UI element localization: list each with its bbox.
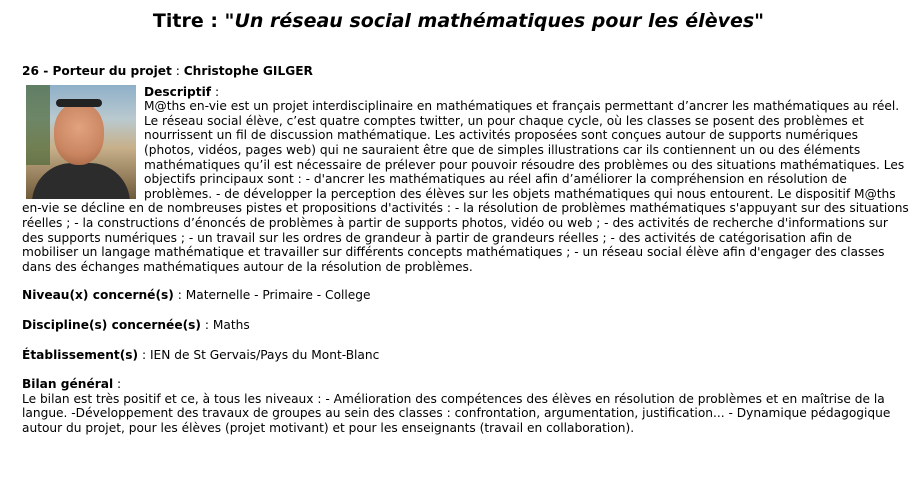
descriptif-sep: :: [211, 84, 220, 99]
bilan-block: [22, 377, 910, 435]
etablissement-label: Établissement(s): [22, 347, 139, 362]
descriptif-block: [22, 85, 910, 275]
project-number-label: 26 - Porteur du projet: [22, 64, 172, 78]
discipline-sep: :: [201, 317, 213, 332]
niveau-sep: :: [173, 288, 186, 303]
porteur-name: Christophe GILGER: [183, 64, 313, 78]
niveau-field: [22, 288, 910, 303]
title-text: Un réseau social mathématiques pour les élèves: [234, 10, 755, 32]
page-title: [0, 10, 917, 32]
niveau-value: Maternelle - Primaire - College: [185, 288, 371, 303]
porteur-sep: :: [171, 64, 184, 78]
project-card: [22, 64, 910, 435]
photo-sunglasses: [56, 99, 102, 107]
photo-face: [54, 103, 104, 165]
title-suffix: ": [754, 10, 765, 32]
etablissement-field: [22, 348, 910, 363]
niveau-label: Niveau(x) concerné(s): [22, 288, 174, 303]
descriptif-text: M@ths en-vie est un projet interdisciplinaire en mathématiques et français permettant d’ancrer les mathématiques au réel. Le réseau social élève, c’est quatre comptes twitter, un pour chaque cycle, où les classes se posent des problèmes et nourrissent un fil de discussion mathématique. Les activités proposées sont conçues autour de supports numériques (photos, vidéos, pages web) qui ne sauraient être que de simples illustrations car ils contiennent un ou des éléments mathématiques qu’il est nécessaire de prélever pour pouvoir résoudre des problèmes ou des situations mathématiques. Les objectifs principaux sont : - d'ancrer les mathématiques au réel afin d’améliorer la compréhension en résolution de problèmes. - de développer la perception des élèves sur les objets mathématiques qui nous entourent. Le dispositif M@ths en-vie se décline en de nombreuses pistes et propositions d'activités : - la résolution de problèmes mathématiques s'appuyant sur des situations réelles ; - la constructions d’énoncés de problèmes à partir de supports photos, vidéo ou web ; - des activités de recherche d'informations sur des supports numériques ; - un travail sur les ordres de grandeur à partir de grandeurs réelles ; - des activités de catégorisation afin de mobiliser un langage mathématique et travailler sur différents concepts mathématiques ; - un réseau social élève afin d'engager des classes dans des échanges mathématiques autour de la résolution de problèmes.: [22, 99, 909, 274]
discipline-field: [22, 318, 910, 333]
bilan-label: Bilan général: [22, 377, 114, 392]
porteur-line: [22, 64, 910, 79]
discipline-value: Maths: [212, 317, 250, 332]
photo-background-tree: [26, 85, 50, 165]
bilan-sep: :: [113, 377, 122, 392]
porteur-photo: [26, 85, 136, 199]
photo-shirt: [32, 163, 130, 199]
discipline-label: Discipline(s) concernée(s): [22, 317, 201, 332]
etablissement-sep: :: [138, 347, 150, 362]
descriptif-label: Descriptif: [144, 84, 212, 99]
etablissement-value: IEN de St Gervais/Pays du Mont-Blanc: [149, 347, 380, 362]
bilan-text: Le bilan est très positif et ce, à tous les niveaux : - Amélioration des compétences des élèves en résolution de problèmes et en maîtrise de la langue. -Développement des travaux de groupes au sein des classes : confrontation, argumentation, justification... - Dynamique pédagogique autour du projet, pour les élèves (projet motivant) et pour les enseignants (travail en collaboration).: [22, 391, 891, 435]
title-prefix: Titre : ": [152, 10, 235, 32]
